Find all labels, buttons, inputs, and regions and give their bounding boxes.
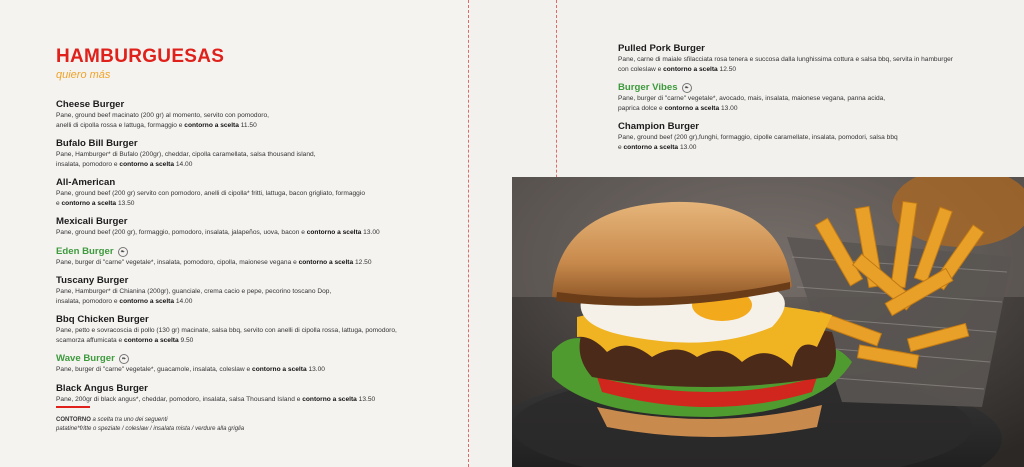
left-menu-list [56, 99, 456, 412]
description-line: e [618, 143, 624, 151]
menu-item-description [56, 111, 456, 130]
menu-item-price: 13.50 [356, 395, 376, 403]
menu-item-name [56, 353, 456, 365]
menu-item [56, 177, 456, 208]
menu-item-name-text: Bufalo Bill Burger [56, 138, 138, 149]
menu-item [56, 383, 456, 405]
contorno-highlight: contorno a scelta [663, 65, 718, 73]
contorno-highlight: contorno a scelta [124, 336, 179, 344]
description-line: Pane, burger di "carne" vegetale*, avocado, mais, insalata, maionese vegana, panna acida, [618, 95, 886, 102]
menu-item-name [56, 177, 456, 189]
menu-item-description [56, 287, 456, 306]
description-line: Pane, ground beef (200 gr) servito con pomodoro, anelli di cipolla* fritti, lattuga, bacon grigliato, formaggio [56, 190, 365, 197]
page-title: HAMBURGUESAS [56, 46, 225, 67]
description-line: scamorza affumicata e [56, 336, 125, 344]
contorno-highlight: contorno a scelta [302, 395, 357, 403]
menu-item-description [56, 395, 456, 405]
menu-item-price: 13.00 [678, 143, 697, 151]
menu-item-name-text: Mexicali Burger [56, 216, 128, 227]
menu-item-description [56, 258, 456, 268]
menu-item-price: 13.00 [306, 366, 325, 373]
menu-item-name [56, 383, 456, 395]
contorno-highlight: contorno a scelta [119, 297, 175, 305]
menu-item-name-text: Wave Burger [56, 353, 115, 364]
description-line: Pane, Hamburger* di Bufalo (200gr), cheddar, cipolla caramellata, salsa thousand island, [56, 151, 316, 158]
menu-item-name [56, 314, 456, 326]
menu-item [56, 275, 456, 306]
description-line: e [56, 199, 62, 207]
menu-item-description [618, 94, 968, 113]
page-subtitle: quiero más [56, 69, 111, 81]
contorno-note [56, 416, 244, 434]
menu-item-price: 13.00 [361, 229, 380, 236]
menu-item-description [56, 228, 456, 238]
description-line: Pane, 200gr di black angus*, cheddar, pomodoro, insalata, salsa Thousand Island e [56, 395, 303, 403]
menu-item-description [56, 150, 456, 169]
menu-item-price: 13.00 [719, 104, 738, 112]
contorno-options: patatine*fritte o speziate / coleslaw / insalata mista / verdure alla griglia [56, 426, 245, 432]
menu-item-price: 9.50 [178, 336, 194, 344]
menu-item [618, 82, 968, 113]
description-line: Pane, ground beef (200 gr),funghi, formaggio, cipolle caramellate, insalata, pomodori, salsa bbq [618, 134, 898, 141]
contorno-highlight: contorno a scelta [623, 143, 679, 151]
contorno-highlight: contorno a scelta [184, 121, 239, 129]
menu-item-name-text: Pulled Pork Burger [618, 43, 705, 54]
menu-item [56, 99, 456, 130]
menu-item-name [618, 43, 968, 55]
menu-item-name [618, 121, 968, 133]
contorno-highlight: contorno a scelta [252, 366, 307, 373]
menu-item-price: 11.50 [238, 121, 257, 129]
menu-item-price: 14.00 [174, 297, 193, 305]
menu-item-name-text: Eden Burger [56, 245, 114, 257]
description-line: Pane, petto e sovracoscia di pollo (130 gr) macinate, salsa bbq, servito con anelli di cipolla rossa, lattuga, pomodoro, [56, 327, 397, 334]
description-line: Pane, burger di "carne" vegetale*, guacamole, insalata, coleslaw e [56, 366, 253, 373]
leaf-icon: ❧ [682, 83, 692, 93]
menu-item-name [56, 246, 456, 258]
menu-item-name-text: Black Angus Burger [56, 382, 148, 394]
section-divider [56, 406, 90, 408]
menu-item-name-text: Champion Burger [618, 121, 700, 132]
description-line: Pane, burger di "carne" vegetale*, insalata, pomodoro, cipolla, maionese vegana e [56, 258, 299, 266]
leaf-icon: ❧ [118, 247, 128, 257]
menu-item-description [618, 133, 968, 152]
description-line: Pane, ground beef (200 gr), formaggio, pomodoro, insalata, jalapeños, uova, bacon e [56, 229, 307, 236]
menu-item-name-text: Bbq Chicken Burger [56, 314, 149, 325]
right-menu-list [618, 43, 968, 160]
menu-item [56, 138, 456, 169]
menu-item-price: 12.50 [353, 258, 372, 266]
description-line: insalata, pomodoro e [56, 297, 120, 305]
menu-item [618, 43, 968, 74]
menu-item-price: 12.50 [717, 65, 737, 73]
menu-item [618, 121, 968, 152]
menu-item [56, 216, 456, 238]
menu-item-name-text: Tuscany Burger [56, 275, 129, 286]
contorno-highlight: contorno a scelta [119, 160, 175, 168]
description-line: Pane, Hamburger* di Chianina (200gr), guanciale, crema cacio e pepe, pecorino toscano Dop, [56, 288, 332, 295]
menu-item [56, 353, 456, 375]
description-line: insalata, pomodoro e [56, 160, 120, 168]
menu-item-description [618, 55, 968, 74]
description-line: Pane, ground beef macinato (200 gr) al momento, servito con pomodoro, [56, 112, 269, 119]
contorno-highlight: contorno a scelta [664, 104, 720, 112]
burger-photo-illustration [512, 177, 1024, 467]
menu-item-name [618, 82, 968, 94]
menu-item-description [56, 365, 456, 375]
menu-item [56, 314, 456, 345]
menu-item-price: 14.00 [174, 160, 193, 168]
page-fold-line [468, 0, 469, 467]
description-line: anelli di cipolla rossa e lattuga, formaggio e [56, 121, 185, 129]
contorno-highlight: contorno a scelta [306, 229, 362, 236]
contorno-highlight: contorno a scelta [298, 258, 354, 266]
menu-item-name-text: All-American [56, 177, 116, 188]
menu-item-name [56, 99, 456, 111]
menu-item-name [56, 216, 456, 228]
menu-item-name-text: Cheese Burger [56, 99, 125, 110]
leaf-icon: ❧ [119, 354, 129, 364]
menu-item-description [56, 326, 456, 345]
description-line: con coleslaw e [618, 65, 664, 73]
contorno-text: a scelta tra uno dei seguenti [90, 417, 168, 423]
contorno-highlight: contorno a scelta [61, 199, 117, 207]
menu-item-description [56, 189, 456, 208]
menu-item-name [56, 275, 456, 287]
description-line: paprica dolce e [618, 104, 665, 112]
burger-photo [512, 177, 1024, 467]
menu-item-name [56, 138, 456, 150]
description-line: Pane, carne di maiale sfilacciata rosa tenera e succosa dalla lunghissima cottura e salsa bbq, servita in hamburger [618, 56, 953, 63]
menu-item [56, 246, 456, 268]
contorno-label: CONTORNO [56, 417, 91, 423]
menu-item-name-text: Burger Vibes [618, 82, 678, 93]
menu-item-price: 13.50 [116, 199, 135, 207]
